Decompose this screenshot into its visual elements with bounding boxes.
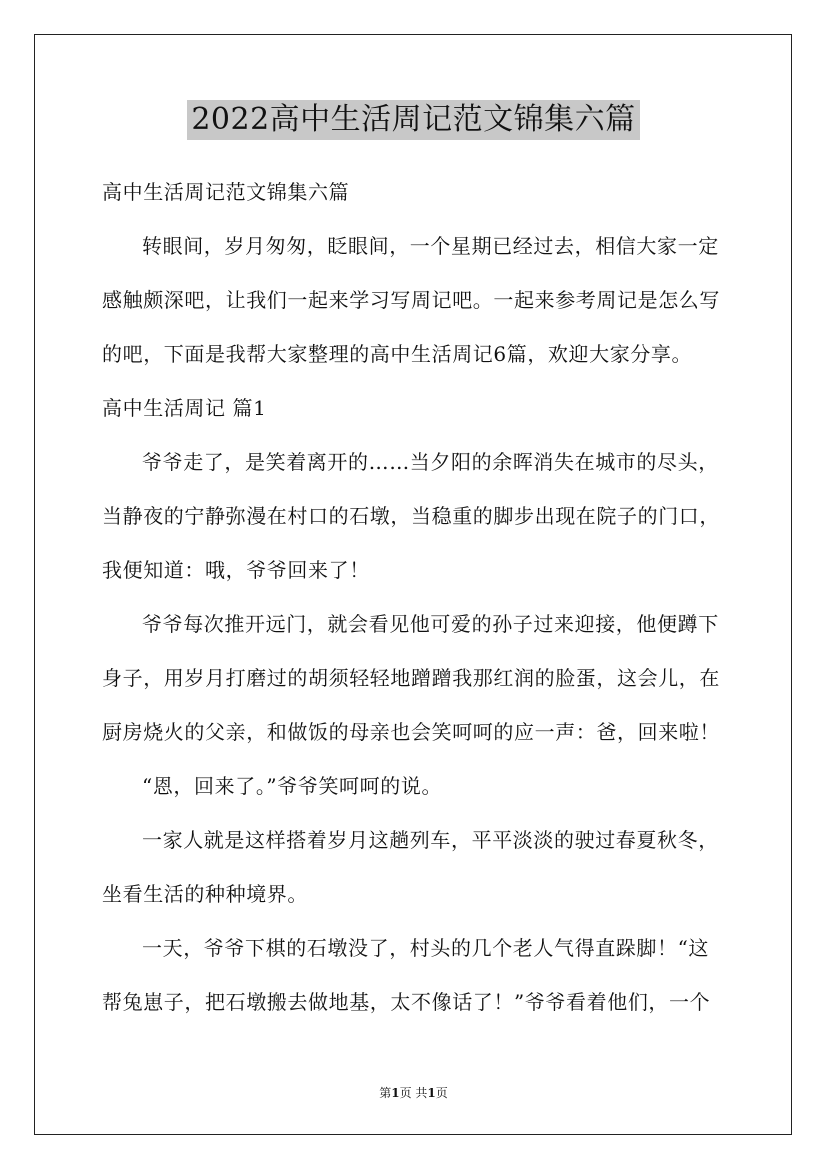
section-heading: 高中生活周记 篇1 [102, 396, 267, 420]
document-body [102, 172, 728, 1036]
paragraph-line: 爷爷走了，是笑着离开的……当夕阳的余晖消失在城市的尽头， [142, 450, 719, 474]
footer-text: 第 [379, 1086, 392, 1100]
paragraph-line: 坐看生活的种种境界。 [102, 882, 308, 906]
paragraph-line: 厨房烧火的父亲，和做饭的母亲也会笑呵呵的应一声：爸，回来啦！ [102, 720, 720, 744]
paragraph-line: 我便知道：哦，爷爷回来了！ [102, 558, 370, 582]
paragraph-line: 爷爷每次推开远门，就会看见他可爱的孙子过来迎接，他便蹲下 [142, 612, 719, 636]
paragraph-line: 一天，爷爷下棋的石墩没了，村头的几个老人气得直跺脚！“这 [142, 936, 710, 960]
paragraph-line: 转眼间，岁月匆匆，眨眼间，一个星期已经过去，相信大家一定 [142, 234, 719, 258]
paragraph-line: 感触颇深吧，让我们一起来学习写周记吧。一起来参考周记是怎么写 [102, 288, 720, 312]
paragraph-line: 的吧，下面是我帮大家整理的高中生活周记6篇，欢迎大家分享。 [102, 342, 693, 366]
title-block [0, 100, 827, 140]
total-pages: 1 [427, 1086, 436, 1100]
paragraph-line: 帮兔崽子，把石墩搬去做地基，太不像话了！”爷爷看着他们，一个 [102, 990, 711, 1014]
paragraph-line: “恩，回来了。”爷爷笑呵呵的说。 [142, 774, 443, 798]
page-footer [0, 1084, 827, 1101]
page-number: 1 [391, 1086, 400, 1100]
subtitle-line: 高中生活周记范文锦集六篇 [102, 180, 350, 204]
document-title: 2022高中生活周记范文锦集六篇 [187, 100, 639, 140]
footer-text: 页 共 [399, 1086, 428, 1100]
footer-text: 页 [435, 1086, 448, 1100]
paragraph-line: 身子，用岁月打磨过的胡须轻轻地蹭蹭我那红润的脸蛋，这会儿，在 [102, 666, 720, 690]
paragraph-line: 一家人就是这样搭着岁月这趟列车，平平淡淡的驶过春夏秋冬， [142, 828, 719, 852]
paragraph-line: 当静夜的宁静弥漫在村口的石墩，当稳重的脚步出现在院子的门口， [102, 504, 720, 528]
